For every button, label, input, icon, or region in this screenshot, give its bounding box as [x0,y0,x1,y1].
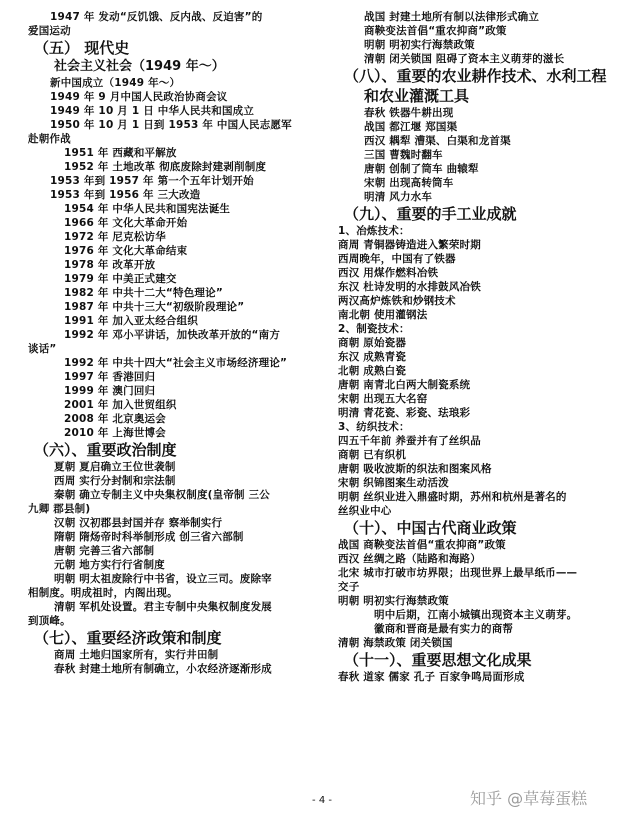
text-line: 南北朝 使用灌钢法 [338,309,428,321]
text-line: 清朝 军机处设置。君主专制中央集权制度发展 [54,601,272,613]
text-line: 爱国运动 [28,25,71,37]
text-line: 1949 年 10 月 1 日 中华人民共和国成立 [50,105,255,117]
right-column [338,10,638,684]
text-line: 唐朝 吸收波斯的织法和图案风格 [338,463,492,475]
text-line: 清朝 海禁政策 闭关锁国 [338,637,453,649]
text-line: 明朝 明初实行海禁政策 [338,595,449,607]
text-line: 1972 年 尼克松访华 [64,231,166,243]
text-line: 宋朝 织锦图案生动活泼 [338,477,449,489]
text-line: 元朝 地方实行行省制度 [54,559,165,571]
text-line: 徽商和晋商是最有实力的商帮 [374,623,514,635]
text-line: 春秋 铁器牛耕出现 [364,107,454,119]
text-line: 西周 实行分封制和宗法制 [54,475,176,487]
text-line: 商鞅变法首倡“重农抑商”政策 [364,25,507,37]
text-line: 1949 年 9 月中国人民政治协商会议 [50,91,228,103]
subheading-metallurgy: 1、冶炼技术： [338,225,410,237]
text-line: 唐朝 南青北白两大制瓷系统 [338,379,471,391]
section-heading-handicraft: （九）、重要的手工业成就 [344,205,517,223]
text-line: 明朝 明初实行海禁政策 [364,39,475,51]
text-line: 宋朝 出现五大名窑 [338,393,428,405]
text-line: 1999 年 澳门回归 [64,385,156,397]
text-line: 2001 年 加入世贸组织 [64,399,177,411]
text-line: 1950 年 10 月 1 日到 1953 年 中国人民志愿军 [50,119,292,131]
text-line: 1954 年 中华人民共和国宪法诞生 [64,203,231,215]
subheading-textile: 3、纺织技术： [338,421,410,433]
text-line: 明朝 丝织业进入鼎盛时期，苏州和杭州是著名的 [338,491,567,503]
text-line: 秦朝 确立专制主义中央集权制度(皇帝制 三公 [54,489,271,501]
text-line: 丝织业中心 [338,505,392,517]
text-line: 1992 年 中共十四大“社会主义市场经济理论” [64,357,288,369]
text-line: 东汉 成熟青瓷 [338,351,407,363]
text-line: 春秋 封建土地所有制确立，小农经济逐渐形成 [54,663,272,675]
text-line: 两汉高炉炼铁和炒钢技术 [338,295,456,307]
text-line: 谈话” [28,343,57,355]
text-line: 1997 年 香港回归 [64,371,156,383]
subheading-porcelain: 2、制瓷技术： [338,323,410,335]
text-line: 1987 年 中共十三大“初级阶段理论” [64,301,245,313]
text-line: 明朝 明太祖废除行中书省，设立三司。废除宰 [54,573,272,585]
text-line: 1976 年 文化大革命结束 [64,245,188,257]
text-line: 1982 年 中共十二大“特色理论” [64,287,223,299]
text-line: 唐朝 创制了筒车 曲辕犁 [364,163,479,175]
text-line: 战国 都江堰 郑国渠 [364,121,458,133]
text-line: 1979 年 中美正式建交 [64,273,177,285]
text-line: 春秋 道家 儒家 孔子 百家争鸣局面形成 [338,671,525,683]
section-heading-political-systems: （六）、重要政治制度 [34,441,177,459]
text-line: 三国 曹魏时翻车 [364,149,443,161]
text-line: 隋朝 隋炀帝时科举制形成 创三省六部制 [54,531,244,543]
text-line: 商周 青铜器铸造进入繁荣时期 [338,239,481,251]
text-line: 东汉 杜诗发明的水排鼓风冶铁 [338,281,481,293]
text-line: 北宋 城市打破市坊界限；出现世界上最早纸币—— [338,567,578,579]
text-line: 商朝 已有织机 [338,449,407,461]
text-line: 明中后期，江南小城镇出现资本主义萌芽。 [374,609,578,621]
text-line: 商朝 原始瓷器 [338,337,407,349]
text-line: 1992 年 邓小平讲话，加快改革开放的“南方 [64,329,281,341]
text-line: 商周 土地归国家所有，实行井田制 [54,649,219,661]
text-line: 到顶峰。 [28,615,71,627]
text-line: 北朝 成熟白瓷 [338,365,407,377]
text-line: 宋朝 出现高转筒车 [364,177,454,189]
text-line: 2010 年 上海世博会 [64,427,166,439]
text-line: 西周晚年，中国有了铁器 [338,253,456,265]
text-line: 战国 商鞅变法首倡“重农抑商”政策 [338,539,506,551]
text-line: 1966 年 文化大革命开始 [64,217,188,229]
text-line: 1953 年到 1956 年 三大改造 [50,189,201,201]
text-line: 九卿 郡县制) [28,503,91,515]
text-line: 西汉 丝绸之路（陆路和海路） [338,553,481,565]
watermark: 知乎 @草莓蛋糕 [470,789,588,808]
section-heading-agriculture-cont: 和农业灌溉工具 [364,87,470,105]
page-number: - 4 - [312,795,332,806]
section-heading-agriculture: （八）、重要的农业耕作技术、水利工程 [344,67,607,85]
left-column [28,10,318,676]
text-line: 赴朝作战 [28,133,71,145]
text-line: 唐朝 完善三省六部制 [54,545,155,557]
text-line: 明清 青花瓷、彩瓷、珐琅彩 [338,407,471,419]
text-line: 汉朝 汉初郡县封国并存 察举制实行 [54,517,223,529]
text-line: 西汉 用煤作燃料冶铁 [338,267,439,279]
text-line: 夏朝 夏启确立王位世袭制 [54,461,176,473]
section-heading-culture: （十一）、重要思想文化成果 [344,651,532,669]
text-line: 四五千年前 养蚕并有了丝织品 [338,435,481,447]
text-line: 清朝 闭关锁国 阻碍了资本主义萌芽的滋长 [364,53,565,65]
text-line: 2008 年 北京奥运会 [64,413,166,425]
text-line: 交子 [338,581,360,593]
section-heading-modern-history: （五） 现代史 [34,39,130,57]
text-line: 战国 封建土地所有制以法律形式确立 [364,11,540,23]
subsection-heading-socialist-society: 社会主义社会（1949 年～） [54,59,225,74]
text-line: 相制度。明成祖时，内阁出现。 [28,587,178,599]
text-line: 新中国成立（1949 年～） [50,77,181,89]
text-line: 西汉 耦犁 漕渠、白渠和龙首渠 [364,135,511,147]
text-line: 1991 年 加入亚太经合组织 [64,315,199,327]
section-heading-commerce: （十）、中国古代商业政策 [344,519,517,537]
text-line: 1947 年 发动“反饥饿、反内战、反迫害”的 [50,11,263,23]
text-line: 明清 风力水车 [364,191,433,203]
text-line: 1951 年 西藏和平解放 [64,147,177,159]
text-line: 1953 年到 1957 年 第一个五年计划开始 [50,175,254,187]
text-line: 1952 年 土地改革 彻底废除封建剥削制度 [64,161,267,173]
section-heading-economic-policies: （七）、重要经济政策和制度 [34,629,222,647]
text-line: 1978 年 改革开放 [64,259,156,271]
